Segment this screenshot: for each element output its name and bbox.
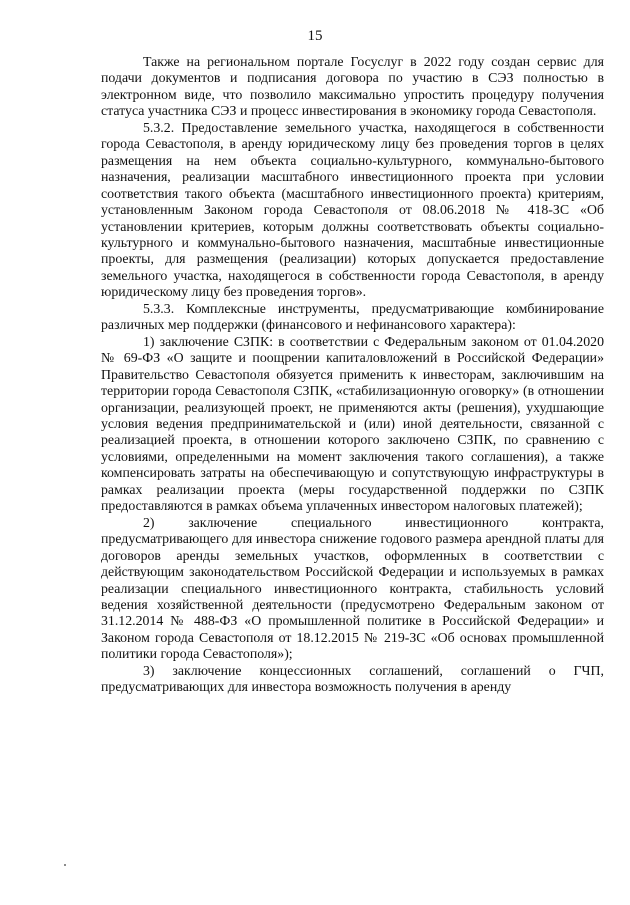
list-item-special-investment-contract: 2) заключение специального инвестиционного контракта, предусматривающего для инвестора снижение годового размера арендной платы для договоров аренды земельных участков, оформленных в соответствии с действующим законодательством Российской Федерации и используемых в рамках реализации специального инвестиционного контракта, стабильность условий ведения хозяйственной деятельности (предусмотрено Федеральным законом от 31.12.2014 № 488-ФЗ «О промышленной политике в Российской Федерации» и Законом города Севастополя от 18.12.2015 № 219-ЗС «Об основах промышленной политики города Севастополя»);	[101, 514, 604, 662]
scan-dot-mark	[64, 864, 66, 866]
paragraph-gosuslugi-service: Также на региональном портале Госуслуг в 2022 году создан сервис для подачи документов и подписания договора по участию в СЭЗ полностью в электронном виде, что позволило максимально упростить процедуру получения статуса участника СЭЗ и процесс инвестирования в экономику города Севастополя.	[101, 54, 604, 119]
document-body	[101, 54, 604, 696]
paragraph-5-3-2-land-plot: 5.3.2. Предоставление земельного участка, находящегося в собственности города Севастополя, в аренду юридическому лицу без проведения торгов в целях размещения на нем объекта социально-культурного, коммунально-бытового назначения, реализации масштабного инвестиционного проекта при условии соответствия такого объекта (масштабного инвестиционного проекта) критериям, установленным Законом города Севастополя от 08.06.2018 № 418-ЗС «Об установлении критериев, которым должны соответствовать объекты социально-культурного и коммунально-бытового назначения, масштабные инвестиционные проекты, для размещения (реализации) которых допускается предоставление земельного участка, находящегося в собственности города Севастополя, в аренду юридическому лицу без проведения торгов».	[101, 119, 604, 300]
list-item-szpk: 1) заключение СЗПК: в соответствии с Федеральным законом от 01.04.2020 № 69-ФЗ «О защите и поощрении капиталовложений в Российской Федерации» Правительство Севастополя обязуется применить к инвесторам, заключившим на территории города Севастополя СЗПК, «стабилизационную оговорку» (в отношении организации, реализующей проект, не применяются акты (решения), ухудшающие условия ведения предпринимательской и (или) иной деятельности, связанной с реализацией проекта, в отношении которого заключено СЗПК, по сравнению с условиями, определенными на момент заключения такого соглашения), а также компенсировать затраты на обеспечивающую и сопутствующую инфраструктуры в рамках реализации проекта (меры государственной поддержки по СЗПК предоставляются в рамках объема уплаченных инвестором налоговых платежей);	[101, 333, 604, 514]
paragraph-5-3-3-complex-instruments: 5.3.3. Комплексные инструменты, предусматривающие комбинирование различных мер поддержки (финансового и нефинансового характера):	[101, 300, 604, 333]
page-number: 15	[307, 28, 323, 44]
list-item-concession-agreements: 3) заключение концессионных соглашений, соглашений о ГЧП, предусматривающих для инвестора возможность получения в аренду	[101, 662, 604, 695]
